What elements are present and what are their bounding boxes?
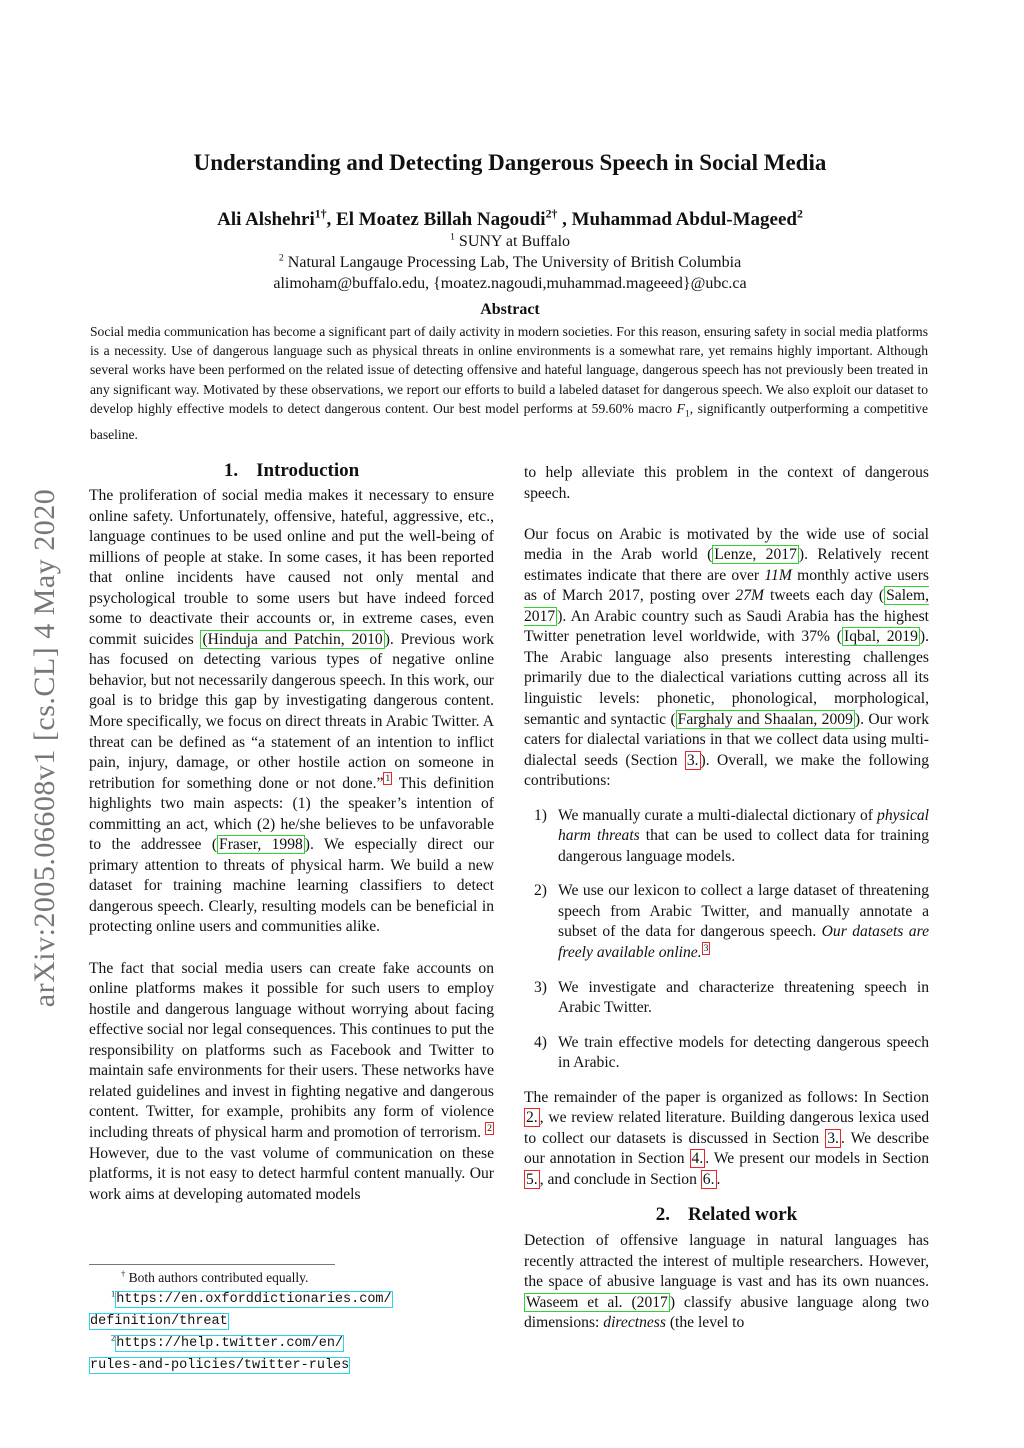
- paragraph-gap: [89, 938, 494, 959]
- intro-paragraph-2-continued: to help alleviate this problem in the context of dangerous speech.: [524, 464, 929, 502]
- text-run: ). Overall, we make the following contributions:: [524, 751, 929, 790]
- text-run: The proliferation of social media makes it necessary to ensure online safety. Unfortunately, offensive, hateful, aggressive, etc., language continues to be used online and put the well-being of millions of people at stake. In some cases, it has been reported that online incidents have caused not only mental and psychological trouble to some users but have indeed forced some to deactivate their accounts or, in extreme cases, even commit suicides: [89, 487, 494, 648]
- footnote-2: [89, 1332, 494, 1354]
- text-run: Our focus on Arabic is motivated by the wide use of social media in the Arab world (: [524, 525, 929, 564]
- text-run: Detection of offensive language in natural languages has recently attracted the interest of multiple researchers. However, the space of abusive language is vast and has its own nuances.: [524, 1232, 929, 1291]
- citation-hinduja-patchin[interactable]: (Hinduja and Patchin, 2010: [202, 630, 383, 648]
- citation-waseem[interactable]: Waseem et al. (2017: [526, 1293, 668, 1311]
- section-title: Related work: [688, 1203, 798, 1225]
- section-number: 1.: [223, 460, 239, 481]
- contribution-item: [524, 806, 929, 868]
- paragraph-gap: [524, 504, 929, 525]
- section-heading-related-work: [524, 1205, 929, 1226]
- affiliation-1: [100, 233, 920, 251]
- text-run: ). Previous work has focused on detecting various types of negative online behavior, but not necessarily dangerous speech. In this work, our goal is to bridge this gap by investigating dangerous content. More specifically, we focus on direct threats in Arabic Twitter. A threat can be defined as “a statement of an intention to inflict pain, injury, damage, or other hostile action on someone in retribution for something done or not done.”: [89, 630, 494, 792]
- footnote-1-url-line2[interactable]: definition/threat: [90, 1314, 228, 1329]
- citation-farghaly-shaalan[interactable]: Farghaly and Shaalan, 2009: [677, 710, 853, 728]
- section-link-4[interactable]: 4.: [691, 1150, 704, 1168]
- text-run: monthly active users as of March 2017, posting over: [524, 566, 929, 605]
- item-number: 4): [534, 1033, 547, 1051]
- abstract-heading: Abstract: [480, 301, 540, 318]
- citation-lenze[interactable]: Lenze, 2017: [714, 546, 797, 564]
- number-11m: 11M: [764, 566, 792, 584]
- citation-iqbal[interactable]: Iqbal, 2019: [844, 628, 918, 646]
- section-link-3b[interactable]: 3.: [827, 1129, 839, 1147]
- text-run: , and conclude in Section: [539, 1170, 701, 1188]
- emphasis: Our datasets are freely available online.: [558, 923, 929, 962]
- footnote-1-url-line1[interactable]: https://en.oxforddictionaries.com/: [116, 1292, 392, 1307]
- arxiv-id: arXiv:2005.06608v1 [cs.CL] 4 May 2020: [28, 488, 61, 1007]
- citation-fraser[interactable]: Fraser, 1998: [219, 836, 303, 854]
- affiliation-1-mark: 1: [449, 231, 455, 243]
- emphasis: physical harm threats: [558, 806, 929, 845]
- footnote-2-cont: [89, 1354, 494, 1376]
- footnote-link-2[interactable]: 2: [487, 1122, 492, 1134]
- text-run: ). Our work caters for dialectal variations in that we collect data using multi-dialectal seeds (Section: [524, 710, 929, 769]
- abstract-body: [90, 322, 928, 444]
- text-run: .: [716, 1170, 721, 1188]
- section-link-5[interactable]: 5.: [526, 1170, 538, 1188]
- affiliation-2-text: Natural Langauge Processing Lab, The University of British Columbia: [283, 254, 742, 271]
- affiliation-1-text: SUNY at Buffalo: [454, 233, 571, 250]
- item-number: 3): [534, 978, 547, 996]
- footnote-2-url-line1[interactable]: https://help.twitter.com/en/: [116, 1336, 344, 1351]
- author-3-affil: 2: [796, 207, 803, 221]
- dagger-mark: †: [121, 1269, 126, 1279]
- author-1: Ali Alshehri: [217, 209, 315, 230]
- text-run: ). An Arabic country such as Saudi Arabia has the highest Twitter penetration level worldwide, with 37% (: [524, 607, 929, 646]
- footnote-link-1[interactable]: 1: [385, 773, 391, 785]
- author-2-affil: 2†: [545, 207, 558, 221]
- intro-paragraph-3: [524, 525, 929, 792]
- text-run: . We present our models in Section: [705, 1150, 929, 1168]
- author-1-affil: 1†: [314, 207, 327, 221]
- text-run: ). Relatively recent estimates indicate that there are over: [524, 546, 929, 584]
- related-paragraph-1: [524, 1231, 929, 1334]
- text-run: ). We especially direct our primary attention to threats of physical harm. We build a new dataset for training machine learning classifiers to detect dangerous speech. Clearly, resulting models can be beneficial in protecting online users and communities alike.: [89, 836, 494, 936]
- section-link-3[interactable]: 3.: [686, 751, 699, 769]
- footnotes: [89, 1268, 494, 1376]
- author-list: [100, 209, 920, 231]
- affiliation-2: [100, 254, 920, 272]
- footnote-2-url-line2[interactable]: rules-and-policies/twitter-rules: [90, 1358, 350, 1373]
- number-27m: 27M: [735, 587, 764, 605]
- footnote-2-number: 2: [111, 1333, 116, 1343]
- footnote-1: [89, 1288, 494, 1310]
- item-number: 1): [534, 806, 547, 824]
- section-link-2[interactable]: 2.: [526, 1109, 538, 1127]
- f1-symbol: F: [676, 400, 685, 416]
- text-run: tweets each day (: [764, 587, 885, 605]
- left-column: [89, 486, 494, 1205]
- text-run: The fact that social media users can create fake accounts on online platforms makes it possible for such users to employ hostile and dangerous language without worrying about facing effective social nor legal consequences. This continues to put the responsibility on platforms such as Facebook and Twitter to maintain safe environments for their users. These networks have related guidelines and invest in fighting negative and dangerous content. Twitter, for example, prohibits any form of violence including threats of physical harm and promotion of terrorism.: [89, 959, 494, 1141]
- footnote-dagger: [89, 1268, 494, 1288]
- author-3: , Muhammad Abdul-Mageed: [557, 209, 797, 230]
- text-run: We use our lexicon to collect a large dataset of threatening speech from Arabic Twitter, and manually annotate a subset of the data for dangerous speech.: [558, 882, 929, 941]
- contribution-item: [524, 881, 929, 963]
- item-number: 2): [534, 882, 547, 900]
- footnote-link-3[interactable]: 3: [703, 942, 709, 954]
- emphasis: directness: [603, 1314, 666, 1332]
- footnote-divider: [89, 1264, 335, 1265]
- dagger-text: Both authors contributed equally.: [125, 1270, 309, 1285]
- right-column: [524, 463, 929, 1334]
- intro-paragraph-4: [524, 1088, 929, 1191]
- text-run: (the level to: [665, 1314, 745, 1332]
- text-run: However, due to the vast volume of communication on these platforms, it is not easy to detect harmful content manually. Our work aims at developing automated models: [89, 1144, 494, 1203]
- text-run: We manually curate a multi-dialectal dictionary of: [558, 806, 878, 824]
- text-run: The remainder of the paper is organized as follows: In Section: [524, 1088, 929, 1106]
- abstract-text-end: , significantly outperforming a competitive baseline.: [90, 400, 928, 442]
- footnote-1-cont: [89, 1310, 494, 1332]
- text-run: ). The Arabic language also presents interesting challenges primarily due to the dialectical variations cutting across all its linguistic levels: phonetic, phonological, morphological, semantic and syntactic (: [524, 628, 929, 728]
- text-run: This definition highlights two main aspects: (1) the speaker’s intention of committing an act, which (2) he/she believes to be unfavorable to the addressee (: [89, 774, 494, 854]
- text-run: . We describe our annotation in Section: [524, 1129, 929, 1168]
- paper-title: Understanding and Detecting Dangerous Speech in Social Media: [193, 150, 827, 175]
- affiliation-2-mark: 2: [278, 252, 284, 264]
- arxiv-sidebar-stamp: [20, 450, 70, 1045]
- footnote-1-number: 1: [111, 1289, 116, 1299]
- section-heading-introduction: [89, 460, 494, 482]
- section-link-6[interactable]: 6.: [702, 1170, 715, 1188]
- citation-salem[interactable]: Salem, 2017: [524, 587, 929, 625]
- section-number: 2.: [655, 1203, 670, 1225]
- text-run: ) classify abusive language along two dimensions:: [524, 1293, 929, 1332]
- intro-paragraph-1: [89, 486, 494, 938]
- contribution-item: [524, 1033, 929, 1074]
- intro-paragraph-2: [89, 959, 494, 1206]
- f1-subscript: 1: [684, 409, 690, 420]
- text-run: We investigate and characterize threatening speech in Arabic Twitter.: [558, 978, 929, 1017]
- author-2: , El Moatez Billah Nagoudi: [326, 209, 546, 230]
- abstract-text: Social media communication has become a significant part of daily activity in modern societies. For this reason, ensuring safety in social media platforms is a necessity. Use of dangerous language such as physical threats in online environments is a somewhat rare, yet remains highly important. Although several works have been performed on the related issue of detecting offensive and hateful language, dangerous speech has not previously been treated in any significant way. Motivated by these observations, we report our efforts to build a labeled dataset for dangerous speech. We also exploit our dataset to develop highly effective models to detect dangerous content. Our best model performs at 59.60% macro: [90, 324, 928, 416]
- author-emails: alimoham@buffalo.edu, {moatez.nagoudi,muhammad.mageeed}@ubc.ca: [273, 275, 747, 292]
- text-run: , we review related literature. Building dangerous lexica used to collect our datasets is discussed in Section: [524, 1109, 929, 1147]
- section-title: Introduction: [256, 460, 360, 481]
- text-run: that can be used to collect data for training dangerous language models.: [558, 827, 929, 865]
- text-run: We train effective models for detecting dangerous speech in Arabic.: [558, 1033, 929, 1072]
- contribution-item: [524, 978, 929, 1019]
- contributions-list: [524, 806, 929, 1074]
